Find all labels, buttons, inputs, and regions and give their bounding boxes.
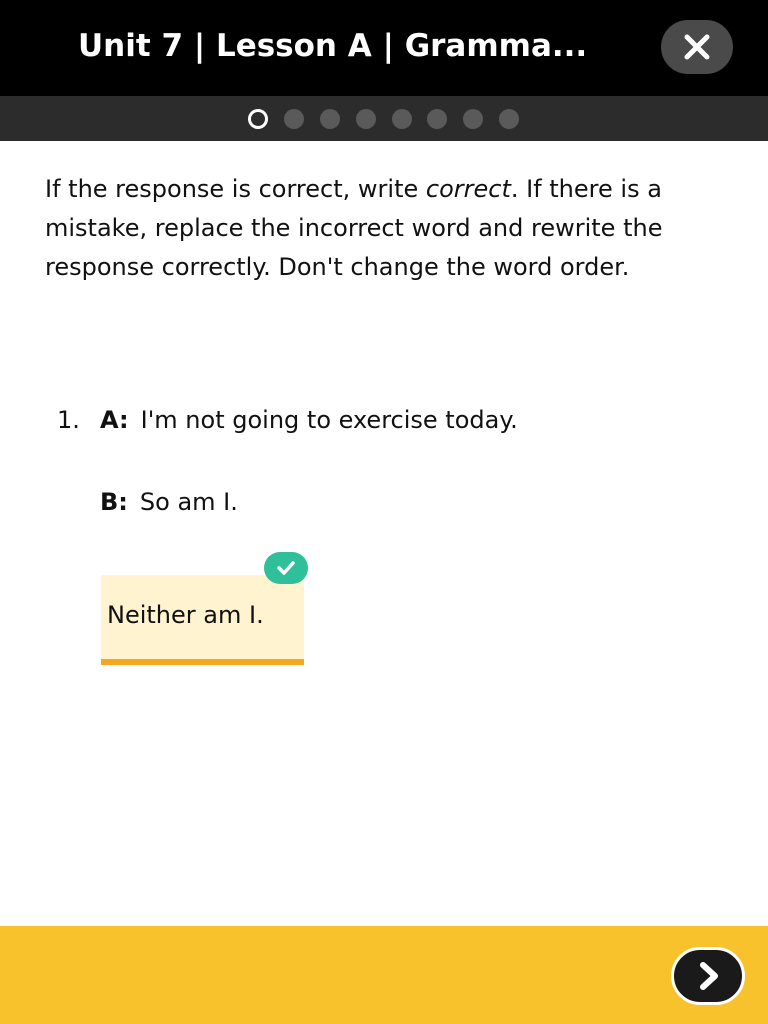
page-title: Unit 7 | Lesson A | Gramma... — [78, 28, 588, 64]
progress-dot[interactable] — [392, 109, 412, 129]
close-icon — [683, 33, 711, 61]
dialogue-text-b: So am I. — [139, 488, 238, 516]
progress-dot[interactable] — [356, 109, 376, 129]
instructions-part2: . If there is a mistake, replace the incorrect word and rewrite the response correctly. Don't change the word order. — [45, 175, 663, 281]
progress-dot-current[interactable] — [248, 109, 268, 129]
dialogue-line-b — [100, 484, 238, 520]
instructions-text — [45, 170, 735, 287]
answer-text: Neither am I. — [107, 601, 264, 629]
instructions-part1: If the response is correct, write — [45, 175, 426, 203]
progress-dot[interactable] — [427, 109, 447, 129]
speaker-b-label: B: — [100, 488, 128, 516]
answer-input[interactable] — [101, 575, 304, 665]
footer-bar — [0, 926, 768, 1024]
chevron-right-icon — [694, 961, 724, 991]
correct-check-icon — [264, 552, 308, 584]
dialogue-line-a — [100, 402, 518, 438]
header-bar — [0, 0, 768, 96]
close-button[interactable] — [661, 20, 733, 74]
progress-indicator — [0, 96, 768, 141]
question-number: 1. — [57, 406, 80, 434]
next-button[interactable] — [671, 947, 745, 1005]
progress-dot[interactable] — [499, 109, 519, 129]
dialogue-text-a: I'm not going to exercise today. — [140, 406, 518, 434]
progress-dot[interactable] — [284, 109, 304, 129]
speaker-a-label: A: — [100, 406, 129, 434]
progress-dot[interactable] — [320, 109, 340, 129]
progress-dot[interactable] — [463, 109, 483, 129]
instructions-emphasis: correct — [425, 175, 511, 203]
